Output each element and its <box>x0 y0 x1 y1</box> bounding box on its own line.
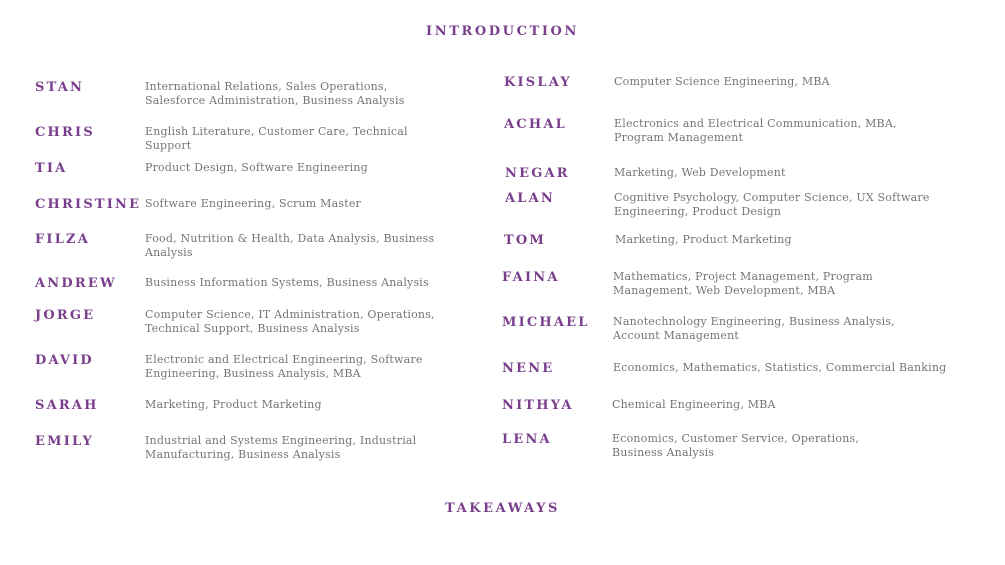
introduction-heading: INTRODUCTION <box>426 24 579 39</box>
person-name: SARAH <box>35 398 99 413</box>
person-name: KISLAY <box>504 75 572 90</box>
person-background: English Literature, Customer Care, Technical Support <box>145 125 408 152</box>
person-name: TOM <box>504 233 546 248</box>
person-background: Nanotechnology Engineering, Business Analysis, Account Management <box>613 315 895 342</box>
person-background: Business Information Systems, Business Analysis <box>145 276 429 289</box>
person-name: LENA <box>502 432 552 447</box>
person-background: Marketing, Product Marketing <box>145 398 322 411</box>
person-background: Product Design, Software Engineering <box>145 161 368 174</box>
person-background: Computer Science, IT Administration, Operations, Technical Support, Business Analysis <box>145 308 435 335</box>
person-name: ALAN <box>505 191 555 206</box>
person-background: Computer Science Engineering, MBA <box>614 75 830 88</box>
person-name: JORGE <box>35 308 96 323</box>
person-name: MICHAEL <box>502 315 590 330</box>
person-name: FAINA <box>502 270 560 285</box>
person-background: International Relations, Sales Operations, Salesforce Administration, Business Analysis <box>145 80 405 107</box>
person-background: Marketing, Web Development <box>614 166 786 179</box>
person-name: TIA <box>35 161 68 176</box>
takeaways-heading: TAKEAWAYS <box>445 501 560 516</box>
person-name: DAVID <box>35 353 94 368</box>
person-name: STAN <box>35 80 85 95</box>
person-name: FILZA <box>35 232 91 247</box>
person-background: Economics, Customer Service, Operations, Business Analysis <box>612 432 860 459</box>
person-background: Economics, Mathematics, Statistics, Commercial Banking <box>613 361 947 374</box>
person-name: ACHAL <box>504 117 567 132</box>
person-name: CHRISTINE <box>35 197 142 212</box>
person-background: Food, Nutrition & Health, Data Analysis, Business Analysis <box>145 232 435 259</box>
person-name: NITHYA <box>502 398 574 413</box>
person-name: NEGAR <box>505 166 570 181</box>
person-name: NENE <box>502 361 555 376</box>
person-name: EMILY <box>35 434 94 449</box>
person-background: Chemical Engineering, MBA <box>612 398 776 411</box>
person-background: Mathematics, Project Management, Program Management, Web Development, MBA <box>613 270 873 297</box>
person-name: CHRIS <box>35 125 95 140</box>
person-background: Marketing, Product Marketing <box>615 233 792 246</box>
person-background: Electronics and Electrical Communication, MBA, Program Management <box>614 117 897 144</box>
person-background: Cognitive Psychology, Computer Science, UX Software Engineering, Product Design <box>614 191 930 218</box>
person-name: ANDREW <box>35 276 117 291</box>
person-background: Industrial and Systems Engineering, Industrial Manufacturing, Business Analysis <box>145 434 417 461</box>
person-background: Electronic and Electrical Engineering, Software Engineering, Business Analysis, MBA <box>145 353 423 380</box>
person-background: Software Engineering, Scrum Master <box>145 197 361 210</box>
